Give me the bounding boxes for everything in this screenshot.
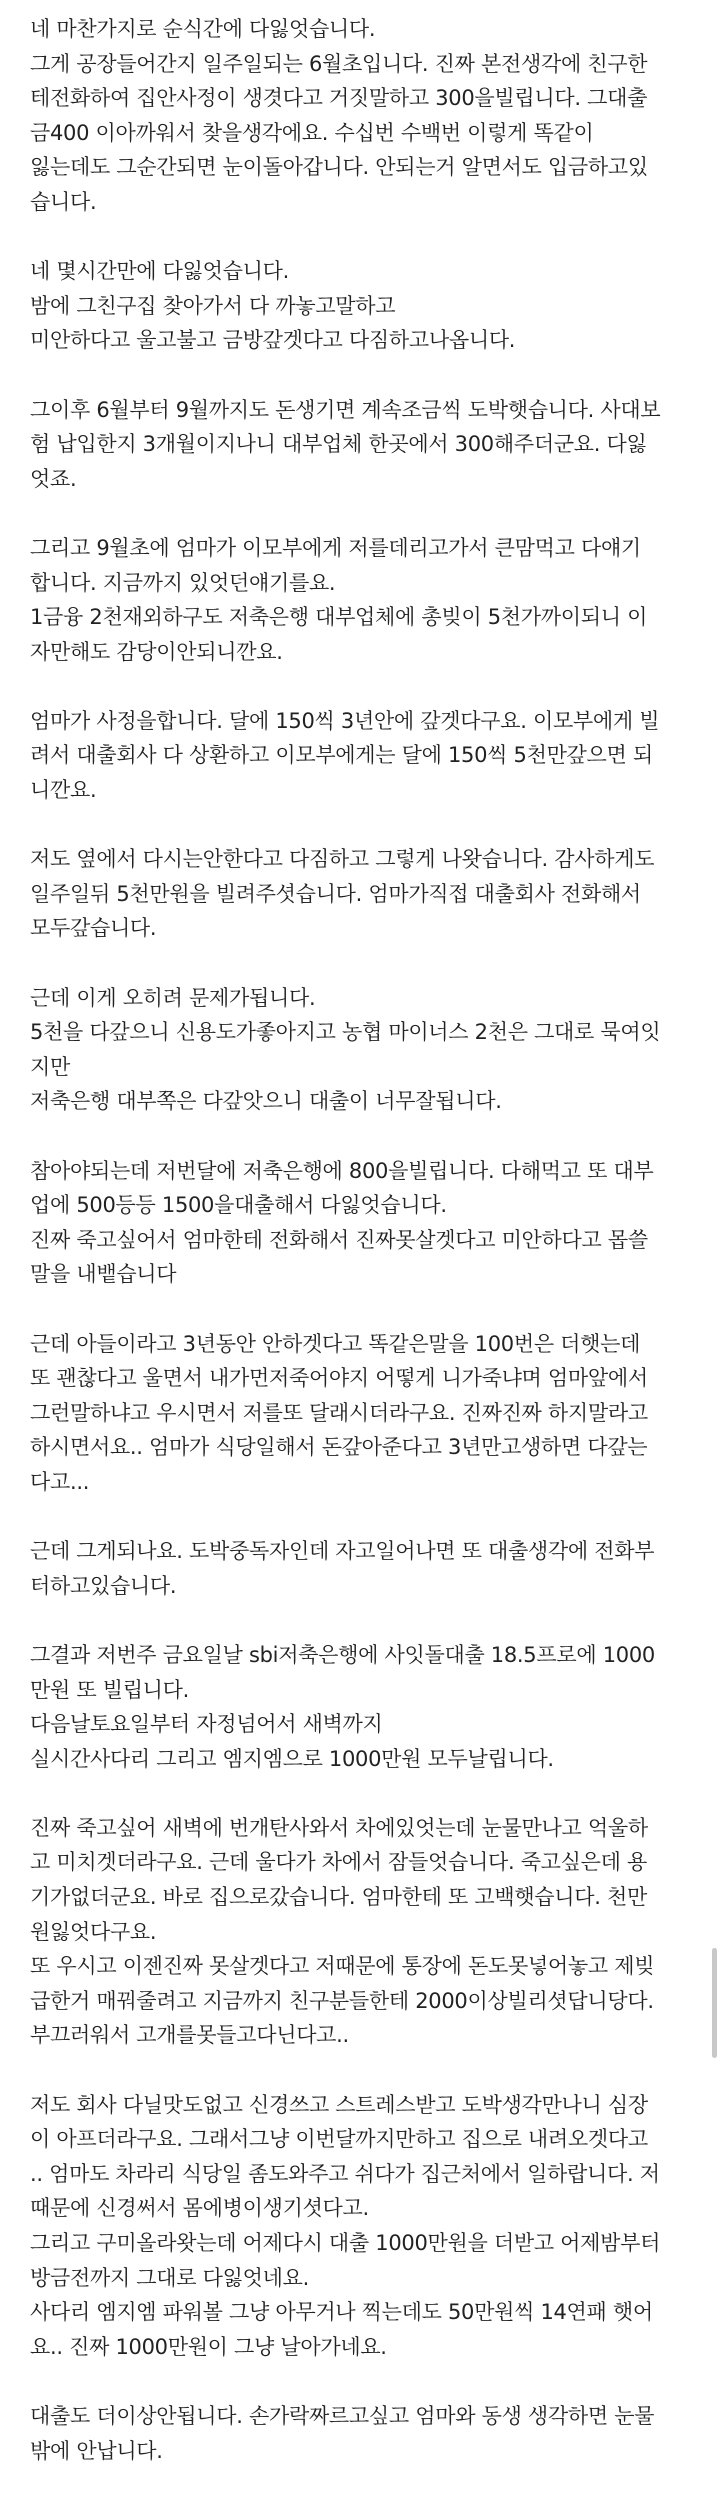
text-line: 고 미치겟더라구요. 근데 울다가 차에서 잠들엇습니다. 죽고싶은데 용 xyxy=(30,1850,647,1875)
text-line: 근데 그게되나요. 도박중독자인데 자고일어나면 또 대출생각에 전화부 xyxy=(30,1539,655,1564)
text-line: 하시면서요.. 엄마가 식당일해서 돈갚아준다고 3년만고생하면 다갚는 xyxy=(30,1435,648,1460)
text-line: 참아야되는데 저번달에 저축은행에 800을빌립니다. 다해먹고 또 대부 xyxy=(30,1158,654,1183)
text-line: 험 납입한지 3개월이지나니 대부업체 한곳에서 300해주더군요. 다잃 xyxy=(30,432,647,457)
text-line: 방금전까지 그대로 다잃엇네요. xyxy=(30,2265,309,2290)
paragraph xyxy=(30,531,690,669)
text-line: 실시간사다리 그리고 엠지엠으로 1000만원 모두날립니다. xyxy=(30,1746,554,1771)
text-line: 요.. 진짜 1000만원이 그냥 날아가네요. xyxy=(30,2334,387,2359)
text-line: 그게 공장들어간지 일주일되는 6월초입니다. 진짜 본전생각에 친구한 xyxy=(30,51,648,76)
text-line: 대출도 더이상안됩니다. 손가락짜르고싶고 엄마와 동생 생각하면 눈물 xyxy=(30,2403,655,2428)
text-line: 금400 이아까워서 찾을생각에요. 수십번 수백번 이렇게 똑같이 xyxy=(30,120,594,145)
text-line: 터하고있습니다. xyxy=(30,1573,177,1598)
text-line: 자만해도 감당이안되니깐요. xyxy=(30,639,283,664)
text-line: 습니다. xyxy=(30,189,97,214)
text-line: 업에 500등등 1500을대출해서 다잃엇습니다. xyxy=(30,1193,447,1218)
text-line: 그결과 저번주 금요일날 sbi저축은행에 사잇돌대출 18.5프로에 1000 xyxy=(30,1642,655,1667)
text-line: 그리고 구미올라왓는데 어제다시 대출 1000만원을 더받고 어제밤부터 xyxy=(30,2231,661,2255)
text-line: 사다리 엠지엠 파워볼 그냥 아무거나 찍는데도 50만원씩 14연패 햇어 xyxy=(30,2300,653,2325)
text-line: 니깐요. xyxy=(30,778,97,803)
paragraph xyxy=(30,1154,690,1292)
text-line: 만원 또 빌립니다. xyxy=(30,1677,190,1702)
text-line: 그리고 9월초에 엄마가 이모부에게 저를데리고가서 큰맘먹고 다얘기 xyxy=(30,535,641,560)
paragraph xyxy=(30,2399,690,2468)
text-line: 진짜 죽고싶어서 엄마한테 전화해서 진짜못살겟다고 미안하다고 몹쓸 xyxy=(30,1227,648,1252)
text-line: 엇죠. xyxy=(30,466,77,491)
text-line: 밖에 안납니다. xyxy=(30,2438,163,2463)
paragraph xyxy=(30,981,690,1119)
paragraph xyxy=(30,704,690,808)
text-line: 1금융 2천재외하구도 저축은행 대부업체에 총빚이 5천가까이되니 이 xyxy=(30,605,648,630)
paragraph xyxy=(30,2088,690,2365)
paragraph xyxy=(30,1534,690,1603)
text-line: .. 엄마도 차라리 식당일 좀도와주고 쉬다가 집근처에서 일하랍니다. 저 xyxy=(30,2161,660,2186)
text-line: 근데 이게 오히려 문제가됩니다. xyxy=(30,985,316,1010)
text-line: 모두갚습니다. xyxy=(30,916,157,941)
text-line: 부끄러워서 고개를못들고다닌다고.. xyxy=(30,2023,349,2048)
text-line: 저도 회사 다닐맛도없고 신경쓰고 스트레스받고 도박생각만나니 심장 xyxy=(30,2092,648,2117)
text-line: 근데 아들이라고 3년동안 안하겟다고 똑같은말을 100번은 더햇는데 xyxy=(30,1331,641,1356)
text-line: 네 마찬가지로 순식간에 다잃엇습니다. xyxy=(30,17,376,41)
text-line: 지만 xyxy=(30,1054,70,1079)
text-line: 그런말하냐고 우시면서 저를또 달래시더라구요. 진짜진짜 하지말라고 xyxy=(30,1400,648,1425)
text-line: 이 아프더라구요. 그래서그냥 이번달까지만하고 집으로 내려오겟다고 xyxy=(30,2127,648,2152)
text-line: 일주일뒤 5천만원을 빌려주셧습니다. 엄마가직접 대출회사 전화해서 xyxy=(30,881,641,906)
paragraph xyxy=(30,1638,690,1776)
text-line: 네 몇시간만에 다잃엇습니다. xyxy=(30,259,289,284)
text-line: 잃는데도 그순간되면 눈이돌아갑니다. 안되는거 알면서도 입금하고있 xyxy=(30,155,648,180)
text-line: 5천을 다갚으니 신용도가좋아지고 농협 마이너스 2천은 그대로 묵여잇 xyxy=(30,1020,661,1045)
paragraph xyxy=(30,1811,690,2053)
text-line: 엄마가 사정을합니다. 달에 150씩 3년안에 갚겟다구요. 이모부에게 빌 xyxy=(30,708,660,733)
text-line: 테전화하여 집안사정이 생겻다고 거짓말하고 300을빌립니다. 그대출 xyxy=(30,86,648,111)
text-line: 진짜 죽고싶어 새벽에 번개탄사와서 차에있엇는데 눈물만나고 억울하 xyxy=(30,1815,648,1840)
text-line: 또 괜찮다고 울면서 내가먼저죽어야지 어떻게 니가죽냐며 엄마앞에서 xyxy=(30,1366,648,1391)
paragraph xyxy=(30,393,690,497)
text-line: 급한거 매꿔줄려고 지금까지 친구분들한테 2000이상빌리셧답니당다. xyxy=(30,1988,654,2013)
text-line: 다음날토요일부터 자정넘어서 새벽까지 xyxy=(30,1712,383,1737)
text-line: 원잃엇다구요. xyxy=(30,1919,157,1944)
text-line: 밤에 그친구집 찾아가서 다 까놓고말하고 xyxy=(30,293,396,318)
text-line: 그이후 6월부터 9월까지도 돈생기면 계속조금씩 도박햇습니다. 사대보 xyxy=(30,397,661,422)
text-line: 저축은행 대부쪽은 다갚앗으니 대출이 너무잘됩니다. xyxy=(30,1089,502,1114)
text-line: 다고... xyxy=(30,1469,90,1494)
paragraph xyxy=(30,842,690,946)
text-line: 때문에 신경써서 몸에병이생기셧다고. xyxy=(30,2196,369,2221)
paragraph xyxy=(30,12,690,220)
post-body xyxy=(30,12,690,2503)
paragraph xyxy=(30,1327,690,1500)
text-line: 말을 내뱉습니다 xyxy=(30,1262,177,1287)
scrollbar-thumb[interactable] xyxy=(712,1948,717,2058)
text-line: 저도 옆에서 다시는안한다고 다짐하고 그렇게 나왓습니다. 감사하게도 xyxy=(30,847,655,872)
paragraph xyxy=(30,254,690,358)
text-line: 려서 대출회사 다 상환하고 이모부에게는 달에 150씩 5천만갚으면 되 xyxy=(30,743,653,768)
text-line: 또 우시고 이젠진짜 못살겟다고 저때문에 통장에 돈도못넣어놓고 제빚 xyxy=(30,1954,655,1979)
text-line: 미안하다고 울고불고 금방갚겟다고 다짐하고나옵니다. xyxy=(30,328,516,353)
text-line: 기가없더군요. 바로 집으로갔습니다. 엄마한테 또 고백햇습니다. 천만 xyxy=(30,1885,647,1910)
text-line: 합니다. 지금까지 있엇던얘기를요. xyxy=(30,570,336,595)
